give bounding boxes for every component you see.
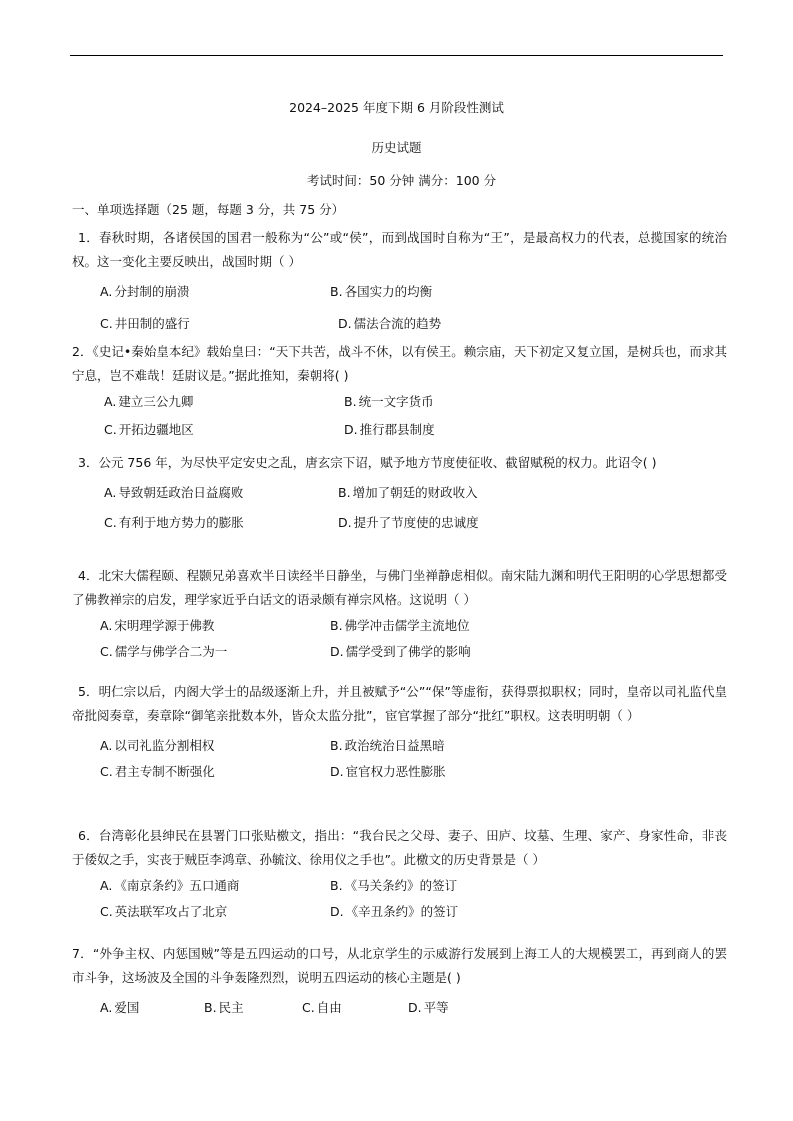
option-b: B. 佛学冲击儒学主流地位 bbox=[330, 618, 470, 633]
option-c: C. 英法联军攻占了北京 bbox=[100, 904, 228, 919]
subject-title: 历史试题 bbox=[371, 140, 422, 155]
options-row bbox=[72, 280, 727, 308]
option-a: A. 《南京条约》五口通商 bbox=[100, 878, 240, 893]
question-stem bbox=[72, 340, 727, 388]
question-text: 台湾彰化县绅民在县署门口张贴檄文，指出：“我台民之父母、妻子、田庐、坟墓、生理、家产、身家性命，非丧于倭奴之手，实丧于贼臣李鸿章、孙毓汶、徐用仪之手也”。此檄文的历史背景是（ ） bbox=[72, 828, 727, 867]
question-text: 北宋大儒程颐、程颢兄弟喜欢半日读经半日静坐，与佛门坐禅静虑相似。南宋陆九渊和明代王阳明的心学思想都受了佛教禅宗的启发，理学家近乎白话文的语录颇有禅宗风格。这说明（ ） bbox=[72, 568, 727, 607]
option-b: B. 增加了朝廷的财政收入 bbox=[338, 485, 478, 500]
question-stem bbox=[72, 680, 727, 728]
question-4 bbox=[72, 564, 727, 668]
exam-title: 2024–2025 年度下期 6 月阶段性测试 bbox=[289, 100, 504, 115]
question-number: 5． bbox=[78, 684, 99, 699]
question-text: 《史记•秦始皇本纪》载始皇曰：“天下共苦，战斗不休，以有侯王。赖宗庙，天下初定又复立国，是树兵也，而求其宁息，岂不难哉！廷尉议是。”据此推知，秦朝将( ) bbox=[72, 344, 727, 383]
option-a: A. 分封制的崩溃 bbox=[100, 284, 190, 299]
option-b: B. 民主 bbox=[204, 1000, 244, 1015]
option-c: C. 君主专制不断强化 bbox=[100, 764, 215, 779]
question-5 bbox=[72, 680, 727, 788]
option-a: A. 以司礼监分割相权 bbox=[100, 738, 215, 753]
question-2 bbox=[72, 340, 727, 446]
option-b: B. 各国实力的均衡 bbox=[330, 284, 433, 299]
options-row bbox=[72, 900, 727, 928]
question-number: 2． bbox=[72, 344, 93, 359]
question-stem bbox=[72, 564, 727, 612]
options-row bbox=[72, 481, 727, 509]
option-a: A. 建立三公九卿 bbox=[104, 394, 194, 409]
options-row bbox=[72, 390, 727, 418]
options-row bbox=[72, 312, 727, 340]
option-a: A. 爱国 bbox=[100, 1000, 140, 1015]
question-7 bbox=[72, 942, 727, 1024]
question-number: 7． bbox=[72, 946, 93, 961]
option-d: D. 推行郡县制度 bbox=[344, 422, 435, 437]
question-text: 明仁宗以后，内阁大学士的品级逐渐上升，并且被赋予“公”“保”等虚衔，获得票拟职权；同时，皇帝以司礼监代皇帝批阅奏章，奏章除“御笔亲批数本外，皆众太监分批”，宦官掌握了部分“批红”职权。这表明明朝（ ） bbox=[72, 684, 728, 723]
question-1 bbox=[72, 226, 727, 340]
question-stem bbox=[72, 451, 727, 475]
option-d: D. 平等 bbox=[408, 1000, 449, 1015]
option-d: D. 《辛丑条约》的签订 bbox=[330, 904, 459, 919]
question-6 bbox=[72, 824, 727, 928]
section-heading: 一、单项选择题（25 题，每题 3 分，共 75 分） bbox=[72, 202, 345, 217]
option-c: C. 井田制的盛行 bbox=[100, 316, 190, 331]
options-row bbox=[72, 996, 727, 1024]
question-stem bbox=[72, 824, 727, 872]
option-c: C. 儒学与佛学合二为一 bbox=[100, 644, 228, 659]
options-row bbox=[72, 511, 727, 539]
options-row bbox=[72, 418, 727, 446]
option-c: C. 有利于地方势力的膨胀 bbox=[104, 515, 244, 530]
question-text: “外争主权、内惩国贼”等是五四运动的口号，从北京学生的示威游行发展到上海工人的大规模罢工，再到商人的罢市斗争，这场波及全国的斗争轰隆烈烈，说明五四运动的核心主题是( ) bbox=[72, 946, 727, 985]
option-b: B. 统一文字货币 bbox=[344, 394, 434, 409]
exam-time-info: 考试时间：50 分钟 满分：100 分 bbox=[306, 173, 497, 188]
options-row bbox=[72, 874, 727, 902]
question-text: 公元 756 年，为尽快平定安史之乱，唐玄宗下诏，赋予地方节度使征收、截留赋税的权力。此诏令( ) bbox=[98, 455, 657, 470]
question-stem bbox=[72, 226, 727, 274]
header-rule bbox=[70, 55, 723, 56]
option-d: D. 宦官权力恶性膨胀 bbox=[330, 764, 446, 779]
options-row bbox=[72, 614, 727, 642]
option-d: D. 提升了节度使的忠诚度 bbox=[338, 515, 479, 530]
question-number: 1． bbox=[78, 230, 100, 245]
option-d: D. 儒法合流的趋势 bbox=[338, 316, 442, 331]
options-row bbox=[72, 760, 727, 788]
option-c: C. 开拓边疆地区 bbox=[104, 422, 194, 437]
options-row bbox=[72, 640, 727, 668]
option-c: C. 自由 bbox=[302, 1000, 342, 1015]
option-a: A. 导致朝廷政治日益腐败 bbox=[104, 485, 244, 500]
question-number: 4． bbox=[78, 568, 99, 583]
options-row bbox=[72, 734, 727, 762]
question-3 bbox=[72, 451, 727, 539]
option-b: B. 《马关条约》的签订 bbox=[330, 878, 458, 893]
question-number: 3． bbox=[78, 455, 99, 470]
question-number: 6． bbox=[78, 828, 99, 843]
option-d: D. 儒学受到了佛学的影响 bbox=[330, 644, 471, 659]
option-b: B. 政治统治日益黑暗 bbox=[330, 738, 445, 753]
question-stem bbox=[72, 942, 727, 990]
question-text: 春秋时期，各诸侯国的国君一般称为“公”或“侯”，而到战国时自称为“王”，是最高权力的代表，总揽国家的统治权。这一变化主要反映出，战国时期（ ） bbox=[72, 230, 728, 269]
option-a: A. 宋明理学源于佛教 bbox=[100, 618, 215, 633]
